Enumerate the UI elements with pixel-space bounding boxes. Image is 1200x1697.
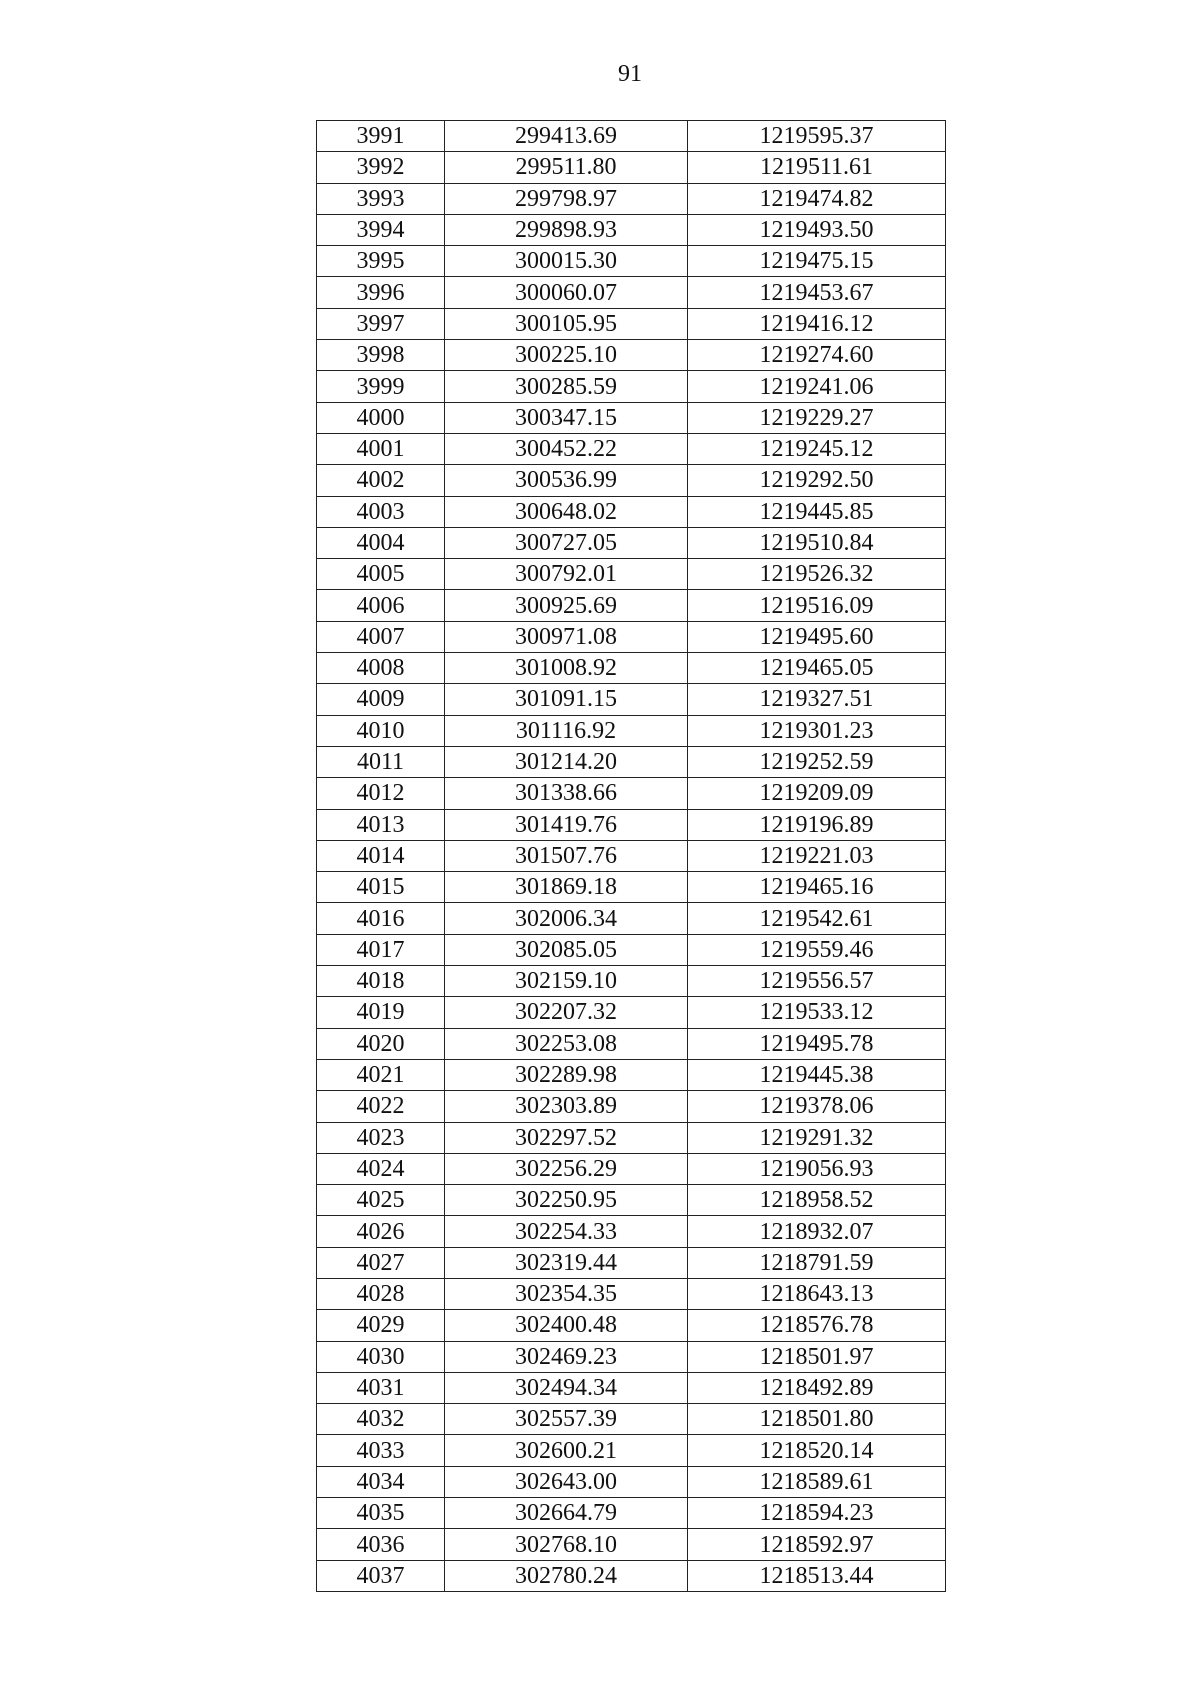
table-row	[317, 1466, 946, 1497]
point-number-cell: 4019	[317, 997, 445, 1028]
table-row	[317, 121, 946, 152]
table-row	[317, 402, 946, 433]
x-coordinate-cell: 302256.29	[445, 1153, 688, 1184]
coordinates-table	[316, 120, 946, 1592]
x-coordinate-cell: 300015.30	[445, 246, 688, 277]
table-row	[317, 1122, 946, 1153]
point-number-cell: 4033	[317, 1435, 445, 1466]
point-number-cell: 3996	[317, 277, 445, 308]
table-row	[317, 340, 946, 371]
y-coordinate-cell: 1219526.32	[688, 559, 946, 590]
point-number-cell: 3993	[317, 183, 445, 214]
table-row	[317, 997, 946, 1028]
y-coordinate-cell: 1219416.12	[688, 308, 946, 339]
table-row	[317, 1091, 946, 1122]
table-row	[317, 1341, 946, 1372]
y-coordinate-cell: 1219274.60	[688, 340, 946, 371]
table-row	[317, 746, 946, 777]
y-coordinate-cell: 1219475.15	[688, 246, 946, 277]
point-number-cell: 3997	[317, 308, 445, 339]
table-row	[317, 1059, 946, 1090]
x-coordinate-cell: 302159.10	[445, 966, 688, 997]
y-coordinate-cell: 1219542.61	[688, 903, 946, 934]
point-number-cell: 4009	[317, 684, 445, 715]
coordinates-table-body	[317, 121, 946, 1592]
x-coordinate-cell: 302400.48	[445, 1310, 688, 1341]
x-coordinate-cell: 302664.79	[445, 1498, 688, 1529]
y-coordinate-cell: 1218513.44	[688, 1560, 946, 1591]
y-coordinate-cell: 1218643.13	[688, 1278, 946, 1309]
point-number-cell: 4014	[317, 840, 445, 871]
x-coordinate-cell: 301507.76	[445, 840, 688, 871]
y-coordinate-cell: 1219301.23	[688, 715, 946, 746]
point-number-cell: 4022	[317, 1091, 445, 1122]
table-row	[317, 308, 946, 339]
point-number-cell: 4026	[317, 1216, 445, 1247]
table-row	[317, 684, 946, 715]
table-row	[317, 809, 946, 840]
point-number-cell: 4018	[317, 966, 445, 997]
y-coordinate-cell: 1219292.50	[688, 465, 946, 496]
x-coordinate-cell: 302289.98	[445, 1059, 688, 1090]
point-number-cell: 4000	[317, 402, 445, 433]
table-row	[317, 246, 946, 277]
point-number-cell: 3999	[317, 371, 445, 402]
x-coordinate-cell: 300648.02	[445, 496, 688, 527]
table-row	[317, 183, 946, 214]
point-number-cell: 4036	[317, 1529, 445, 1560]
point-number-cell: 4010	[317, 715, 445, 746]
point-number-cell: 3992	[317, 152, 445, 183]
y-coordinate-cell: 1219465.16	[688, 872, 946, 903]
y-coordinate-cell: 1219209.09	[688, 778, 946, 809]
point-number-cell: 4032	[317, 1404, 445, 1435]
x-coordinate-cell: 302319.44	[445, 1247, 688, 1278]
point-number-cell: 4006	[317, 590, 445, 621]
x-coordinate-cell: 302254.33	[445, 1216, 688, 1247]
y-coordinate-cell: 1219245.12	[688, 433, 946, 464]
x-coordinate-cell: 299511.80	[445, 152, 688, 183]
x-coordinate-cell: 302780.24	[445, 1560, 688, 1591]
y-coordinate-cell: 1218594.23	[688, 1498, 946, 1529]
x-coordinate-cell: 302006.34	[445, 903, 688, 934]
y-coordinate-cell: 1218932.07	[688, 1216, 946, 1247]
y-coordinate-cell: 1219493.50	[688, 214, 946, 245]
x-coordinate-cell: 300225.10	[445, 340, 688, 371]
x-coordinate-cell: 302250.95	[445, 1185, 688, 1216]
y-coordinate-cell: 1219465.05	[688, 653, 946, 684]
y-coordinate-cell: 1219056.93	[688, 1153, 946, 1184]
table-row	[317, 872, 946, 903]
point-number-cell: 4027	[317, 1247, 445, 1278]
x-coordinate-cell: 300792.01	[445, 559, 688, 590]
point-number-cell: 4008	[317, 653, 445, 684]
x-coordinate-cell: 300452.22	[445, 433, 688, 464]
y-coordinate-cell: 1218592.97	[688, 1529, 946, 1560]
x-coordinate-cell: 300285.59	[445, 371, 688, 402]
x-coordinate-cell: 302207.32	[445, 997, 688, 1028]
point-number-cell: 4001	[317, 433, 445, 464]
x-coordinate-cell: 300536.99	[445, 465, 688, 496]
table-row	[317, 1028, 946, 1059]
point-number-cell: 4025	[317, 1185, 445, 1216]
y-coordinate-cell: 1218501.97	[688, 1341, 946, 1372]
y-coordinate-cell: 1219196.89	[688, 809, 946, 840]
x-coordinate-cell: 301116.92	[445, 715, 688, 746]
point-number-cell: 4005	[317, 559, 445, 590]
x-coordinate-cell: 302354.35	[445, 1278, 688, 1309]
point-number-cell: 4015	[317, 872, 445, 903]
point-number-cell: 3991	[317, 121, 445, 152]
x-coordinate-cell: 300105.95	[445, 308, 688, 339]
y-coordinate-cell: 1219327.51	[688, 684, 946, 715]
y-coordinate-cell: 1219241.06	[688, 371, 946, 402]
table-row	[317, 653, 946, 684]
table-row	[317, 1247, 946, 1278]
table-row	[317, 590, 946, 621]
y-coordinate-cell: 1218576.78	[688, 1310, 946, 1341]
table-row	[317, 1498, 946, 1529]
table-row	[317, 277, 946, 308]
table-row	[317, 1560, 946, 1591]
point-number-cell: 4030	[317, 1341, 445, 1372]
point-number-cell: 4003	[317, 496, 445, 527]
point-number-cell: 4011	[317, 746, 445, 777]
y-coordinate-cell: 1219533.12	[688, 997, 946, 1028]
x-coordinate-cell: 302469.23	[445, 1341, 688, 1372]
point-number-cell: 4017	[317, 934, 445, 965]
table-row	[317, 1529, 946, 1560]
x-coordinate-cell: 302600.21	[445, 1435, 688, 1466]
y-coordinate-cell: 1219474.82	[688, 183, 946, 214]
point-number-cell: 4034	[317, 1466, 445, 1497]
y-coordinate-cell: 1218791.59	[688, 1247, 946, 1278]
x-coordinate-cell: 301214.20	[445, 746, 688, 777]
table-row	[317, 934, 946, 965]
table-row	[317, 433, 946, 464]
point-number-cell: 4002	[317, 465, 445, 496]
point-number-cell: 3994	[317, 214, 445, 245]
y-coordinate-cell: 1218958.52	[688, 1185, 946, 1216]
x-coordinate-cell: 302253.08	[445, 1028, 688, 1059]
table-row	[317, 527, 946, 558]
x-coordinate-cell: 299898.93	[445, 214, 688, 245]
table-row	[317, 1216, 946, 1247]
point-number-cell: 4031	[317, 1372, 445, 1403]
y-coordinate-cell: 1218520.14	[688, 1435, 946, 1466]
x-coordinate-cell: 302768.10	[445, 1529, 688, 1560]
x-coordinate-cell: 300727.05	[445, 527, 688, 558]
point-number-cell: 4016	[317, 903, 445, 934]
table-row	[317, 1372, 946, 1403]
x-coordinate-cell: 302557.39	[445, 1404, 688, 1435]
table-row	[317, 152, 946, 183]
x-coordinate-cell: 300925.69	[445, 590, 688, 621]
point-number-cell: 4012	[317, 778, 445, 809]
table-row	[317, 1310, 946, 1341]
y-coordinate-cell: 1218589.61	[688, 1466, 946, 1497]
y-coordinate-cell: 1219453.67	[688, 277, 946, 308]
y-coordinate-cell: 1219445.38	[688, 1059, 946, 1090]
x-coordinate-cell: 302494.34	[445, 1372, 688, 1403]
point-number-cell: 4021	[317, 1059, 445, 1090]
point-number-cell: 4028	[317, 1278, 445, 1309]
y-coordinate-cell: 1219510.84	[688, 527, 946, 558]
point-number-cell: 4007	[317, 621, 445, 652]
table-row	[317, 903, 946, 934]
y-coordinate-cell: 1219221.03	[688, 840, 946, 871]
y-coordinate-cell: 1218492.89	[688, 1372, 946, 1403]
x-coordinate-cell: 299413.69	[445, 121, 688, 152]
table-row	[317, 214, 946, 245]
point-number-cell: 4020	[317, 1028, 445, 1059]
x-coordinate-cell: 300971.08	[445, 621, 688, 652]
table-row	[317, 496, 946, 527]
y-coordinate-cell: 1219291.32	[688, 1122, 946, 1153]
x-coordinate-cell: 300060.07	[445, 277, 688, 308]
y-coordinate-cell: 1219229.27	[688, 402, 946, 433]
point-number-cell: 4013	[317, 809, 445, 840]
table-row	[317, 1435, 946, 1466]
y-coordinate-cell: 1219378.06	[688, 1091, 946, 1122]
table-row	[317, 465, 946, 496]
point-number-cell: 4004	[317, 527, 445, 558]
point-number-cell: 4037	[317, 1560, 445, 1591]
x-coordinate-cell: 300347.15	[445, 402, 688, 433]
y-coordinate-cell: 1219495.60	[688, 621, 946, 652]
y-coordinate-cell: 1218501.80	[688, 1404, 946, 1435]
point-number-cell: 4035	[317, 1498, 445, 1529]
table-row	[317, 621, 946, 652]
table-row	[317, 1185, 946, 1216]
y-coordinate-cell: 1219556.57	[688, 966, 946, 997]
table-row	[317, 371, 946, 402]
x-coordinate-cell: 301008.92	[445, 653, 688, 684]
y-coordinate-cell: 1219516.09	[688, 590, 946, 621]
table-row	[317, 1278, 946, 1309]
page-number: 91	[618, 61, 642, 87]
table-row	[317, 840, 946, 871]
x-coordinate-cell: 302297.52	[445, 1122, 688, 1153]
point-number-cell: 4023	[317, 1122, 445, 1153]
x-coordinate-cell: 302643.00	[445, 1466, 688, 1497]
y-coordinate-cell: 1219252.59	[688, 746, 946, 777]
x-coordinate-cell: 301869.18	[445, 872, 688, 903]
table-row	[317, 1404, 946, 1435]
point-number-cell: 3995	[317, 246, 445, 277]
y-coordinate-cell: 1219511.61	[688, 152, 946, 183]
table-row	[317, 1153, 946, 1184]
y-coordinate-cell: 1219559.46	[688, 934, 946, 965]
table-row	[317, 778, 946, 809]
table-row	[317, 966, 946, 997]
x-coordinate-cell: 302085.05	[445, 934, 688, 965]
x-coordinate-cell: 301091.15	[445, 684, 688, 715]
point-number-cell: 3998	[317, 340, 445, 371]
table-row	[317, 715, 946, 746]
x-coordinate-cell: 301419.76	[445, 809, 688, 840]
y-coordinate-cell: 1219595.37	[688, 121, 946, 152]
y-coordinate-cell: 1219495.78	[688, 1028, 946, 1059]
x-coordinate-cell: 302303.89	[445, 1091, 688, 1122]
x-coordinate-cell: 301338.66	[445, 778, 688, 809]
point-number-cell: 4024	[317, 1153, 445, 1184]
x-coordinate-cell: 299798.97	[445, 183, 688, 214]
point-number-cell: 4029	[317, 1310, 445, 1341]
table-row	[317, 559, 946, 590]
y-coordinate-cell: 1219445.85	[688, 496, 946, 527]
